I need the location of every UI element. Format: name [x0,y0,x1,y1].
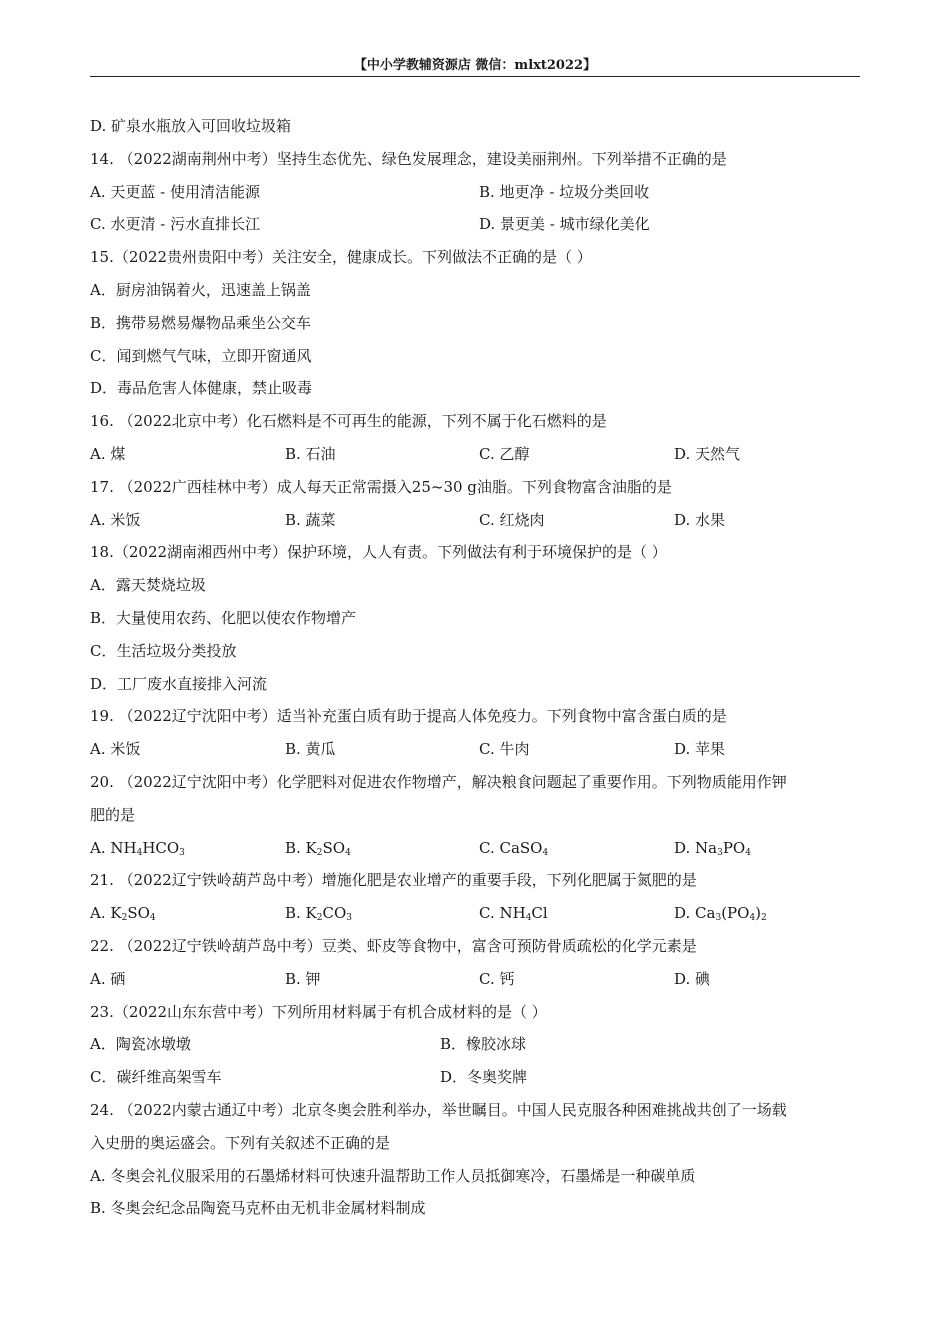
formula-part: PO [722,838,746,857]
formula-part: D. Ca [674,904,716,923]
formula-subscript: 4 [136,847,143,858]
answer-option: D. 景更美 - 城市绿化美化 [479,215,650,234]
formula-subscript: 3 [717,847,723,858]
answer-option: C. 牛肉 [479,740,530,759]
text-line [90,208,860,241]
answer-option: B．橡胶冰球 [440,1035,527,1054]
text-line: 14. （2022湖南荆州中考）坚持生态优先、绿色发展理念，建设美丽荆州。下列举措不正确的是 [90,149,727,168]
formula-part: Cl [531,904,548,923]
text-line: 23.（2022山东东营中考）下列所用材料属于有机合成材料的是（ ） [90,1002,547,1021]
answer-option: D．冬奥奖牌 [440,1068,528,1087]
answer-option: B. 地更净 - 垃圾分类回收 [479,182,650,201]
answer-option-formula [285,897,352,930]
answer-option: B. 石油 [285,444,336,463]
page-header: 【中小学教辅资源店 微信：mlxt2022】 [353,58,597,73]
answer-option: B. 钾 [285,969,321,988]
text-line: A．露天焚烧垃圾 [90,576,206,595]
formula-subscript: 2 [316,847,323,858]
formula-subscript: 3 [346,913,353,924]
text-line: 24. （2022内蒙古通辽中考）北京冬奥会胜利举办，举世瞩目。中国人民克服各种困难挑战共创了一场载 [90,1100,787,1119]
text-line: D．工厂废水直接排入河流 [90,674,268,693]
text-line: A. 冬奥会礼仪服采用的石墨烯材料可快速升温帮助工作人员抵御寒冷，石墨烯是一种碳单质 [90,1166,696,1185]
formula-part: A. K [90,904,122,923]
answer-option: A. 煤 [90,444,126,463]
text-line: B. 冬奥会纪念品陶瓷马克杯由无机非金属材料制成 [90,1199,426,1218]
text-line [90,1061,860,1094]
answer-option-formula [90,897,156,930]
answer-option-formula [479,832,548,865]
answer-option: A. 硒 [90,969,126,988]
answer-option: A. 米饭 [90,740,141,759]
text-line: 肥的是 [90,805,136,824]
answer-option: D. 碘 [674,969,711,988]
text-line [90,176,860,209]
answer-option: C. 钙 [479,969,515,988]
text-line: D．毒品危害人体健康，禁止吸毒 [90,379,313,398]
document-body [90,110,860,1225]
text-line: 16. （2022北京中考）化石燃料是不可再生的能源，下列不属于化石燃料的是 [90,412,607,431]
formula-part: CO [322,904,347,923]
text-line: 21. （2022辽宁铁岭葫芦岛中考）增施化肥是农业增产的重要手段，下列化肥属于氮肥的是 [90,871,697,890]
text-line: 15.（2022贵州贵阳中考）关注安全，健康成长。下列做法不正确的是（ ） [90,248,592,267]
formula-subscript: 4 [345,847,351,858]
answer-option: C．碳纤维高架雪车 [90,1068,222,1087]
formula-subscript: 2 [121,913,128,924]
formula-subscript: 2 [316,913,323,924]
answer-option: C. 水更清 - 污水直排长江 [90,215,261,234]
formula-part: ) [755,904,762,923]
answer-option: B. 黄瓜 [285,740,336,759]
formula-part: SO [127,904,150,923]
text-line: A．厨房油锅着火，迅速盖上锅盖 [90,280,311,299]
formula-part: C. CaSO [479,838,543,857]
text-line [90,832,860,865]
text-line [90,733,860,766]
formula-subscript: 3 [179,847,185,858]
formula-subscript: 4 [542,847,549,858]
text-line: 17. （2022广西桂林中考）成人每天正常需摄入25~30 g油脂。下列食物富含油脂的是 [90,477,672,496]
answer-option-formula [674,832,751,865]
text-line [90,1028,860,1061]
formula-subscript: 4 [525,913,532,924]
text-line [90,963,860,996]
formula-part: SO [322,838,346,857]
formula-subscript: 3 [715,913,722,924]
answer-option: C. 红烧肉 [479,510,545,529]
answer-option-formula [285,832,351,865]
text-line: D. 矿泉水瓶放入可回收垃圾箱 [90,117,292,135]
header-divider [90,76,860,77]
formula-part: B. K [285,904,317,923]
formula-part: HCO [142,838,180,857]
answer-option: D. 天然气 [674,444,741,463]
text-line [90,504,860,537]
answer-option: A. 天更蓝 - 使用清洁能源 [90,182,260,201]
text-line: 22. （2022辽宁铁岭葫芦岛中考）豆类、虾皮等食物中，富含可预防骨质疏松的化学元素是 [90,936,697,955]
answer-option: D. 苹果 [674,740,726,759]
answer-option: B. 蔬菜 [285,510,336,529]
formula-subscript: 4 [149,913,156,924]
answer-option: D. 水果 [674,510,726,529]
text-line: C．闻到燃气气味，立即开窗通风 [90,346,312,365]
formula-subscript: 4 [749,913,756,924]
formula-part: D. Na [674,838,718,857]
answer-option: C. 乙醇 [479,444,530,463]
text-line: 19. （2022辽宁沈阳中考）适当补充蛋白质有助于提高人体免疫力。下列食物中富含蛋白质的是 [90,707,727,726]
formula-part: B. K [285,838,317,857]
answer-option-formula [90,832,185,865]
text-line: 入史册的奥运盛会。下列有关叙述不正确的是 [90,1133,391,1152]
answer-option-formula [479,897,548,930]
text-line: B．大量使用农药、化肥以使农作物增产 [90,608,357,627]
text-line: 18.（2022湖南湘西州中考）保护环境，人人有责。下列做法有利于环境保护的是（ ） [90,543,667,562]
answer-option-formula [674,897,767,930]
answer-option: A. 米饭 [90,510,141,529]
formula-subscript: 2 [761,913,767,924]
formula-subscript: 4 [745,847,751,858]
answer-option: A．陶瓷冰墩墩 [90,1035,191,1054]
text-line [90,897,860,930]
text-line [90,438,860,471]
formula-part: C. NH [479,904,526,923]
text-line: B．携带易燃易爆物品乘坐公交车 [90,313,312,332]
text-line: C．生活垃圾分类投放 [90,641,237,660]
text-line: 20. （2022辽宁沈阳中考）化学肥料对促进农作物增产，解决粮食问题起了重要作用。下列物质能用作钾 [90,772,787,791]
formula-part: A. NH [90,838,137,857]
formula-part: (PO [721,904,750,923]
